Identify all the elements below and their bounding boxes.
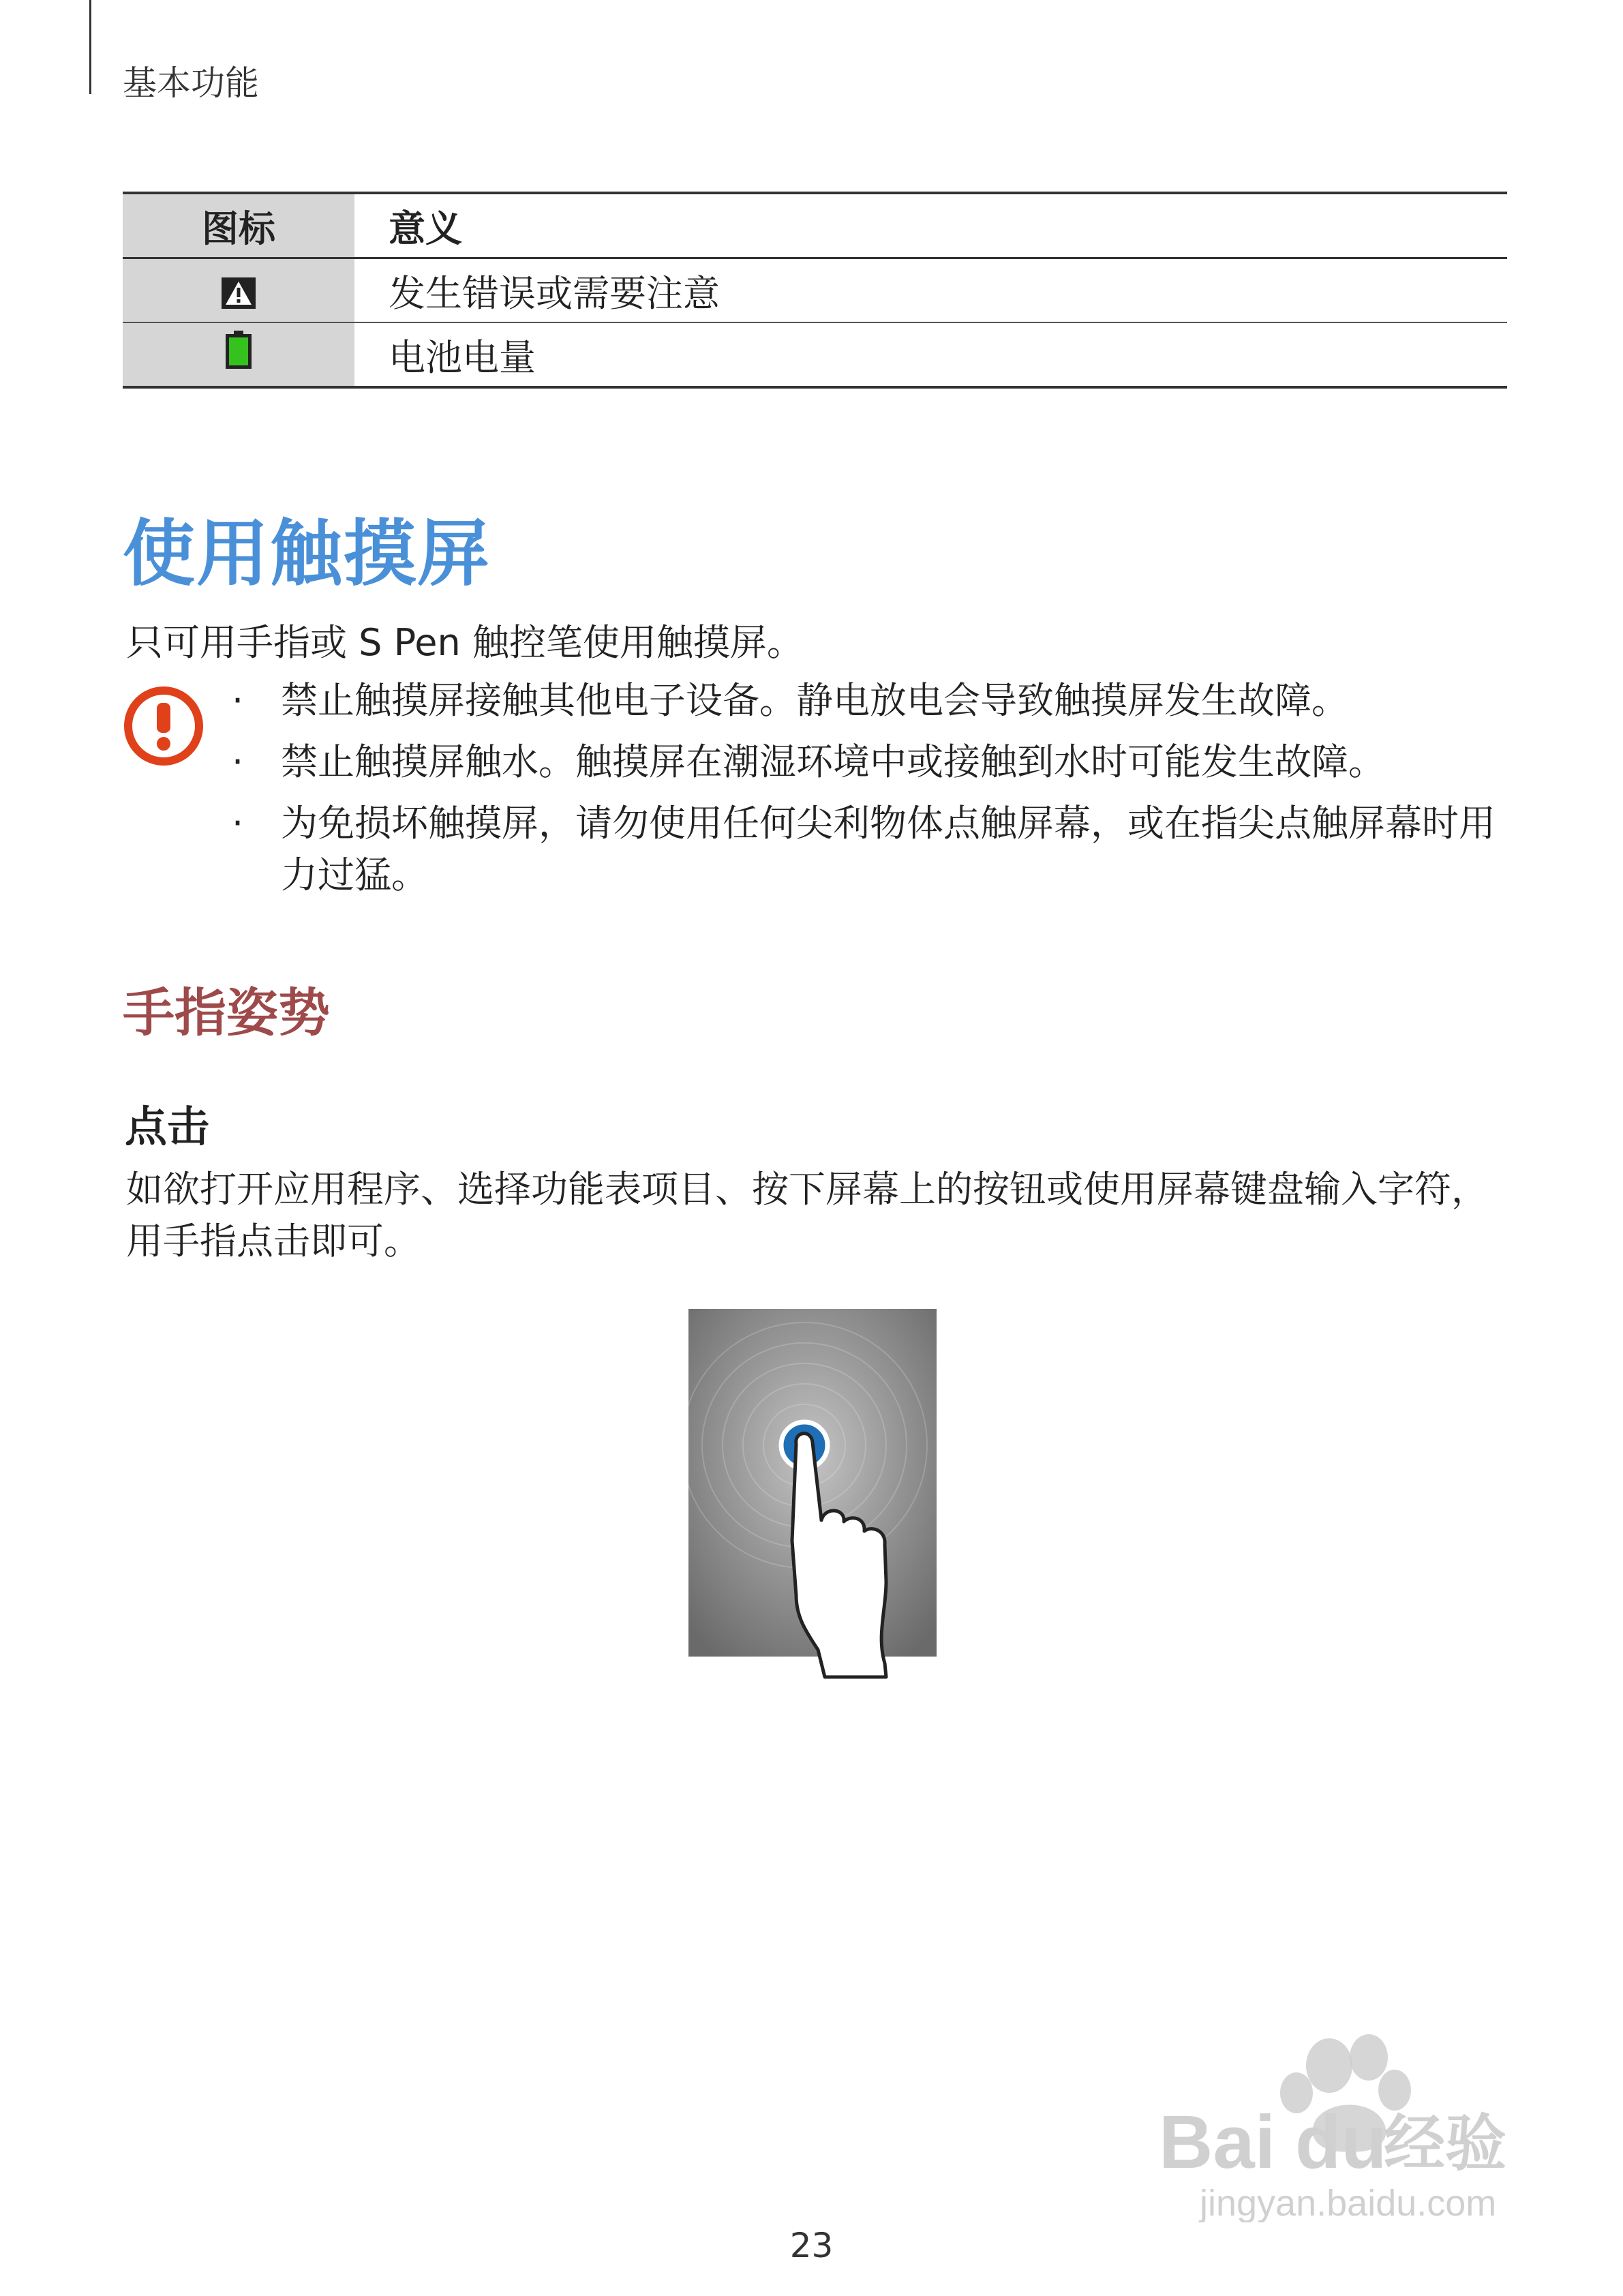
subsection-title: 手指姿势 [123, 982, 330, 1043]
header-rule [89, 0, 91, 94]
caution-list [232, 675, 1500, 911]
table-cell-icon [123, 258, 354, 323]
tap-description: 如欲打开应用程序、选择功能表项目、按下屏幕上的按钮或使用屏幕键盘输入字符，用手指点击即可。 [126, 1168, 1488, 1263]
tap-heading: 点击 [125, 1102, 210, 1151]
caution-text: 为免损坏触摸屏，请勿使用任何尖利物体点触屏幕，或在指尖点触屏幕时用力过猛。 [281, 802, 1496, 896]
tap-gesture-illustration [682, 1295, 968, 1707]
battery-icon [224, 331, 253, 379]
caution-item [232, 736, 1500, 788]
section-title: 使用触摸屏 [123, 512, 491, 596]
table-row [123, 322, 1507, 387]
table-header-row [123, 193, 1507, 258]
baidu-watermark [1152, 2018, 1534, 2225]
watermark-brand-tail: du [1295, 2100, 1387, 2184]
page-header-title: 基本功能 [123, 63, 259, 103]
caution-text: 禁止触摸屏接触其他电子设备。静电放电会导致触摸屏发生故障。 [281, 679, 1348, 722]
caution-item [232, 675, 1500, 727]
caution-text: 禁止触摸屏触水。触摸屏在潮湿环境中或接触到水时可能发生故障。 [281, 740, 1385, 783]
icon-meaning-table [123, 192, 1507, 389]
caution-item [232, 798, 1500, 901]
table-cell-meaning: 发生错误或需要注意 [354, 258, 1507, 323]
page-number: 23 [789, 2226, 834, 2265]
section-intro: 只可用手指或 S Pen 触控笔使用触摸屏。 [126, 621, 804, 664]
bullet-icon: · [232, 740, 244, 783]
table-cell-meaning: 电池电量 [354, 322, 1507, 387]
table-header-icon: 图标 [123, 193, 354, 258]
caution-exclamation-icon [123, 685, 204, 767]
bullet-icon: · [232, 679, 244, 722]
bullet-icon: · [232, 802, 244, 845]
watermark-product: 经验 [1384, 2108, 1506, 2179]
table-cell-icon [123, 322, 354, 387]
warning-triangle-icon [222, 277, 256, 309]
watermark-url: jingyan.baidu.com [1200, 2183, 1497, 2222]
table-header-meaning: 意义 [354, 193, 1507, 258]
table-row [123, 258, 1507, 323]
watermark-brand: Bai [1159, 2100, 1276, 2184]
